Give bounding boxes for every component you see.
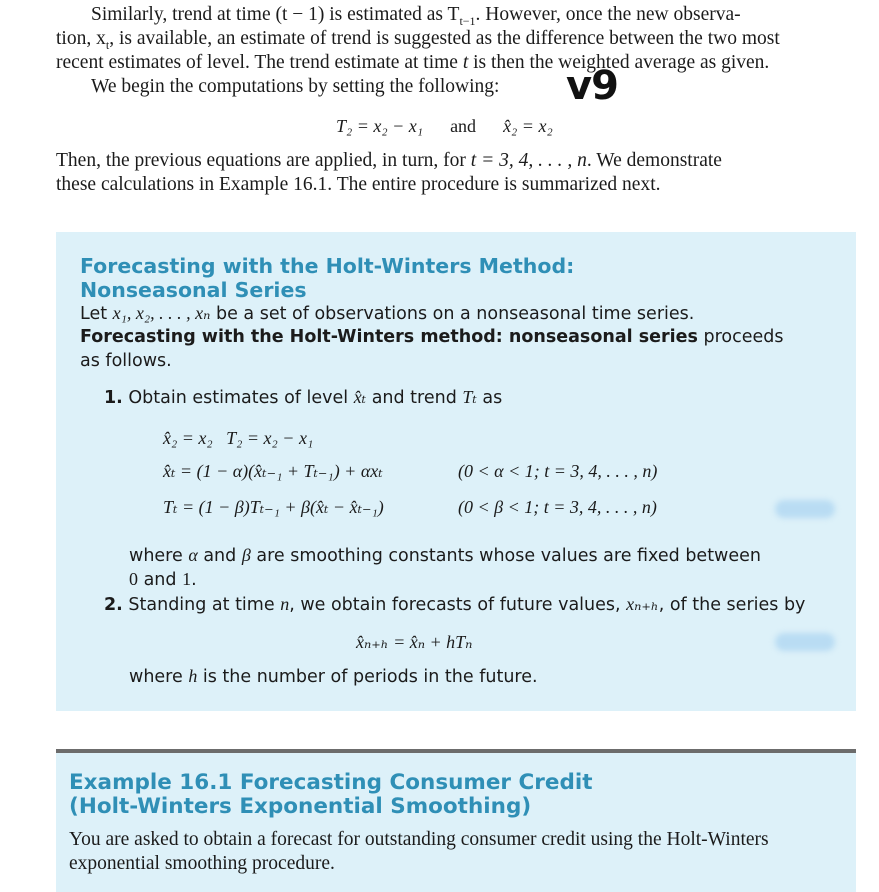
initial-equation: T₂ = x₂ − x₁ and x̂₂ = x₂ bbox=[336, 116, 553, 136]
example-text-line-1: You are asked to obtain a forecast for outstanding consumer credit using the Holt-Winters bbox=[69, 829, 769, 850]
box-text-line-1: Let x₁, x₂, . . . , xₙ be a set of observations on a nonseasonal time series. bbox=[80, 303, 695, 324]
step-1: 1. Obtain estimates of level x̂ₜ and trend Tₜ as bbox=[104, 387, 503, 408]
step-2: 2. Standing at time n, we obtain forecasts of future values, xₙ₊ₕ, of the series by bbox=[104, 594, 806, 615]
equation-forecast: x̂ₙ₊ₕ = x̂ₙ + hTₙ bbox=[356, 632, 473, 652]
intro-line-6: these calculations in Example 16.1. The entire procedure is summarized next. bbox=[56, 174, 661, 195]
equation-level: x̂ₜ = (1 − α)(x̂ₜ₋₁ + Tₜ₋₁) + αxₜ bbox=[163, 461, 383, 481]
summary-box-title: Forecasting with the Holt-Winters Method: Nonseasonal Series bbox=[80, 254, 575, 302]
intro-line-3: recent estimates of level. The trend estimate at time t is then the weighted average as given. bbox=[56, 52, 770, 73]
intro-line-2: tion, $x_t$, is available, an estimate of trend is suggested as the difference between the two most bbox=[56, 28, 780, 52]
box-text-line-2: Forecasting with the Holt-Winters method: nonseasonal series proceeds bbox=[80, 327, 784, 347]
watermark-text: v9 bbox=[566, 63, 618, 109]
intro-line-4: We begin the computations by setting the following: bbox=[91, 76, 500, 97]
where-h-line: where h is the number of periods in the future. bbox=[129, 666, 538, 687]
equation-trend: Tₜ = (1 − β)Tₜ₋₁ + β(x̂ₜ − x̂ₜ₋₁) bbox=[163, 497, 384, 517]
where-line-2: 0 and 1. bbox=[129, 569, 197, 590]
equation-level-init: x̂₂ = x₂ T₂ = x₂ − x₁ bbox=[163, 428, 314, 448]
where-line-1: where α and β are smoothing constants whose values are fixed between bbox=[129, 545, 761, 566]
example-title: Example 16.1 Forecasting Consumer Credit (Holt-Winters Exponential Smoothing) bbox=[69, 770, 593, 819]
blur-mark-2 bbox=[775, 633, 835, 651]
example-text-line-2: exponential smoothing procedure. bbox=[69, 853, 335, 874]
blur-mark-1 bbox=[775, 500, 835, 518]
equation-level-condition: (0 < α < 1; t = 3, 4, . . . , n) bbox=[458, 461, 658, 481]
equation-trend-condition: (0 < β < 1; t = 3, 4, . . . , n) bbox=[458, 497, 657, 517]
intro-line-5: Then, the previous equations are applied, in turn, for t = 3, 4, . . . , n. We demonstrate bbox=[56, 150, 722, 171]
box-text-line-3: as follows. bbox=[80, 351, 172, 371]
intro-line-1: Similarly, trend at time (t − 1) is estimated as $T_{t-1}$. However, once the new observa- bbox=[91, 4, 741, 28]
